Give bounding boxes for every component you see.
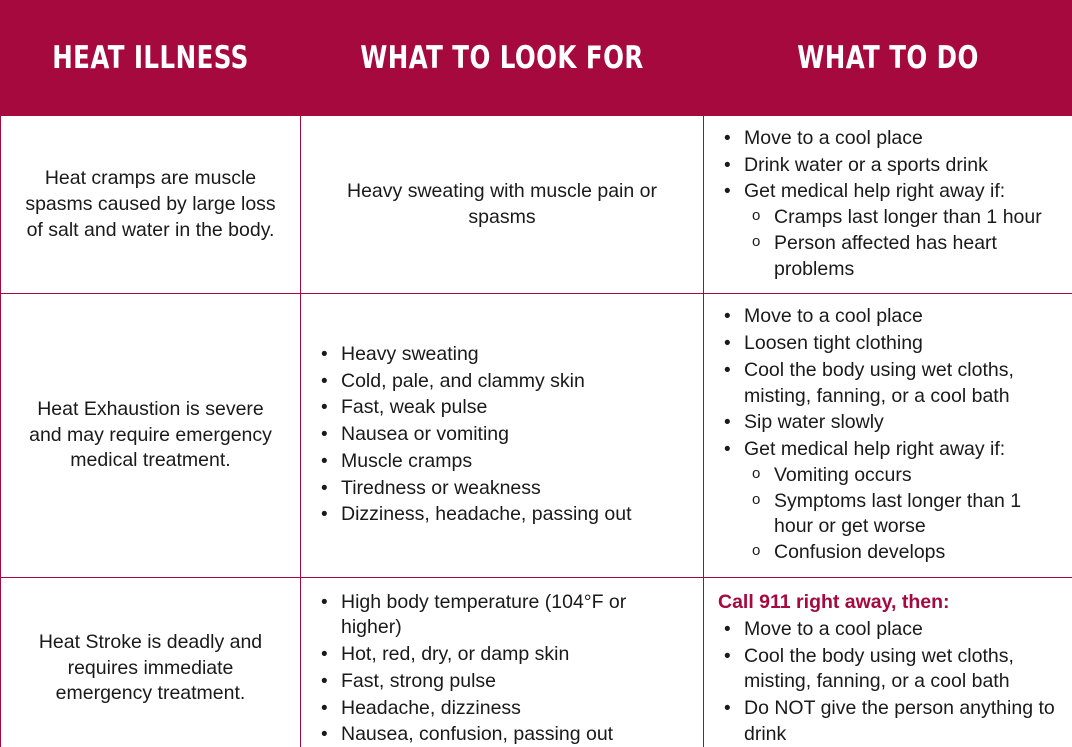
sub-bullet-icon: o xyxy=(752,232,761,250)
bullet-icon: • xyxy=(724,698,731,720)
list-item-text: Heavy sweating xyxy=(341,343,479,365)
list-item-text: Cool the body using wet cloths, misting, fanning, or a cool bath xyxy=(744,358,1014,407)
sub-list-item-text: Person affected has heart problems xyxy=(774,231,997,280)
cell-look-heat-stroke xyxy=(301,577,704,747)
list-item xyxy=(718,126,1058,152)
list-item xyxy=(315,422,689,448)
sub-list-item xyxy=(744,540,1058,566)
bullet-icon: • xyxy=(724,181,731,203)
bullet-icon: • xyxy=(724,359,731,381)
header-what-to-look-for xyxy=(301,1,704,116)
cell-illness-heat-cramps: Heat cramps are muscle spasms caused by large loss of salt and water in the body. xyxy=(1,116,301,294)
list-item-text: Muscle cramps xyxy=(341,449,473,472)
header-what-to-do-label: WHAT TO DO xyxy=(797,40,979,76)
look-list-heat-stroke xyxy=(315,590,689,747)
list-item-text: Tiredness or weakness xyxy=(341,476,541,499)
list-item xyxy=(315,476,689,502)
list-item-text: Drink water or a sports drink xyxy=(744,153,988,176)
list-item-text: Nausea or vomiting xyxy=(341,423,509,446)
cell-illness-heat-stroke: Heat Stroke is deadly and requires immediate emergency treatment. xyxy=(1,577,301,747)
list-item xyxy=(718,179,1058,282)
list-item-text: High body temperature (104°F or higher) xyxy=(341,590,627,639)
bullet-icon: • xyxy=(724,439,731,461)
call-911-emphasis: Call 911 right away, then: xyxy=(718,591,950,614)
cell-do-heat-cramps xyxy=(704,116,1072,294)
list-item xyxy=(315,722,689,747)
bullet-icon: • xyxy=(321,344,328,365)
sub-list-item xyxy=(744,205,1058,231)
list-item xyxy=(315,590,689,641)
bullet-icon: • xyxy=(724,618,731,640)
list-item xyxy=(718,644,1058,695)
bullet-icon: • xyxy=(724,154,731,176)
list-item-text: Get medical help right away if: xyxy=(744,438,1006,461)
sub-bullet-icon: o xyxy=(752,542,761,560)
bullet-icon: • xyxy=(724,412,731,434)
sub-list-item-text: Cramps last longer than 1 hour xyxy=(774,206,1042,229)
list-item-text: Fast, weak pulse xyxy=(341,396,488,419)
sub-list-item-text: Symptoms last longer than 1 hour or get worse xyxy=(774,489,1022,538)
sub-list-item xyxy=(744,231,1058,282)
bullet-icon: • xyxy=(321,450,328,472)
table-row xyxy=(1,577,1072,747)
list-item xyxy=(718,331,1058,357)
sub-bullet-icon: o xyxy=(752,464,761,482)
table-row xyxy=(1,294,1072,577)
header-what-to-do xyxy=(704,1,1072,116)
header-heat-illness-label: HEAT ILLNESS xyxy=(52,40,249,76)
sub-list xyxy=(744,205,1058,282)
list-item xyxy=(718,696,1058,747)
sub-list-item-text: Confusion develops xyxy=(774,541,946,564)
list-item-text: Fast, strong pulse xyxy=(341,669,496,692)
bullet-icon: • xyxy=(321,697,328,719)
list-item-text: Do NOT give the person anything to drink xyxy=(744,697,1055,745)
bullet-icon: • xyxy=(321,591,328,613)
list-item xyxy=(718,153,1058,179)
list-item xyxy=(315,342,689,368)
list-item-text: Get medical help right away if: xyxy=(744,180,1006,203)
bullet-icon: • xyxy=(321,397,328,419)
bullet-icon: • xyxy=(724,333,731,355)
list-item-text: Nausea, confusion, passing out xyxy=(341,723,614,746)
list-item xyxy=(718,358,1058,409)
header-heat-illness xyxy=(1,1,301,116)
sub-bullet-icon: o xyxy=(752,207,761,225)
do-list-heat-cramps xyxy=(718,126,1058,282)
cell-look-heat-cramps: Heavy sweating with muscle pain or spasms xyxy=(301,116,704,294)
sub-list-item xyxy=(744,463,1058,489)
bullet-icon: • xyxy=(321,504,328,526)
cell-look-heat-exhaustion xyxy=(301,294,704,577)
do-list-heat-stroke xyxy=(718,617,1058,747)
list-item-text: Cold, pale, and clammy skin xyxy=(341,369,585,392)
list-item xyxy=(315,502,689,528)
list-item xyxy=(315,395,689,421)
list-item-text: Headache, dizziness xyxy=(341,696,521,719)
cell-do-heat-stroke xyxy=(704,577,1072,747)
table-body xyxy=(1,116,1072,747)
table-row xyxy=(1,116,1072,294)
bullet-icon: • xyxy=(724,306,731,328)
table-header xyxy=(1,1,1072,116)
list-item xyxy=(315,449,689,475)
cell-do-heat-exhaustion xyxy=(704,294,1072,577)
list-item xyxy=(315,642,689,668)
list-item-text: Move to a cool place xyxy=(744,305,923,328)
bullet-icon: • xyxy=(321,644,328,666)
list-item-text: Hot, red, dry, or damp skin xyxy=(341,643,570,666)
bullet-icon: • xyxy=(724,645,731,667)
bullet-icon: • xyxy=(724,128,731,149)
list-item xyxy=(315,669,689,695)
sub-list xyxy=(744,463,1058,566)
do-list-heat-exhaustion xyxy=(718,304,1058,565)
list-item-text: Sip water slowly xyxy=(744,411,884,434)
list-item-text: Cool the body using wet cloths, misting, fanning, or a cool bath xyxy=(744,644,1014,693)
list-item xyxy=(315,696,689,722)
bullet-icon: • xyxy=(321,670,328,692)
list-item xyxy=(718,437,1058,566)
bullet-icon: • xyxy=(321,370,328,392)
header-row xyxy=(1,1,1072,116)
list-item-text: Dizziness, headache, passing out xyxy=(341,503,632,526)
bullet-icon: • xyxy=(321,724,328,746)
bullet-icon: • xyxy=(321,477,328,499)
cell-illness-heat-exhaustion: Heat Exhaustion is severe and may require emergency medical treatment. xyxy=(1,294,301,577)
sub-list-item-text: Vomiting occurs xyxy=(774,463,912,486)
sub-list-item xyxy=(744,489,1058,540)
list-item xyxy=(718,304,1058,330)
bullet-icon: • xyxy=(321,424,328,446)
list-item xyxy=(718,617,1058,643)
look-list-heat-exhaustion xyxy=(315,342,689,528)
list-item xyxy=(718,410,1058,436)
list-item xyxy=(315,369,689,395)
list-item-text: Move to a cool place xyxy=(744,617,923,640)
sub-bullet-icon: o xyxy=(752,490,761,508)
list-item-text: Loosen tight clothing xyxy=(744,332,923,355)
header-what-to-look-for-label: WHAT TO LOOK FOR xyxy=(360,40,644,76)
list-item-text: Move to a cool place xyxy=(744,127,923,149)
